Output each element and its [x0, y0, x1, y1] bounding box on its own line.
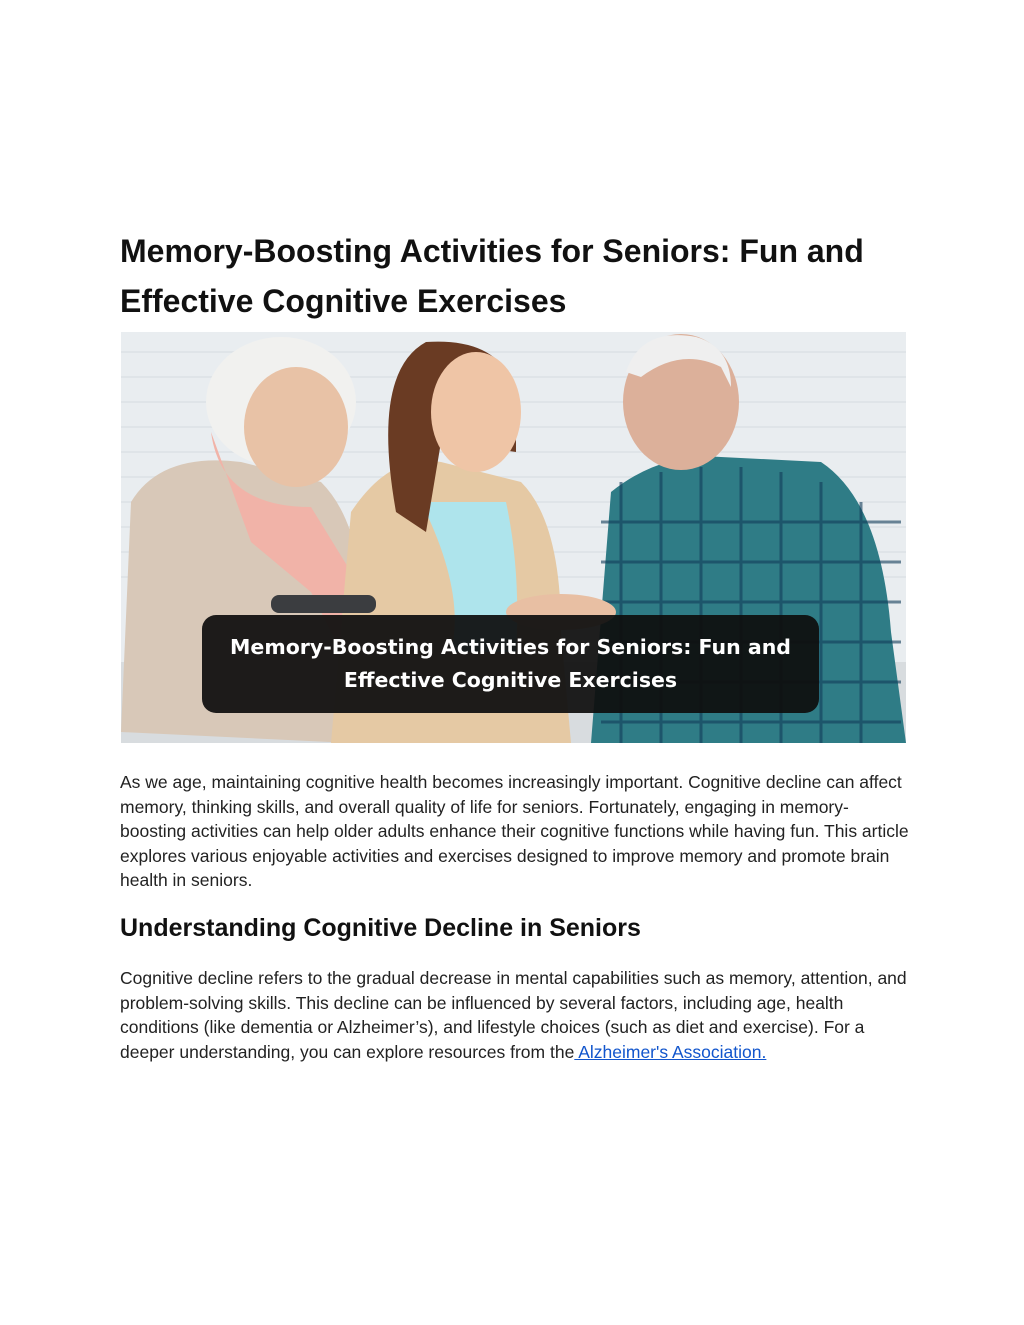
alzheimers-association-link[interactable]: Alzheimer's Association. [574, 1041, 767, 1062]
article-title: Memory-Boosting Activities for Seniors: Fun and Effective Cognitive Exercises [120, 233, 864, 319]
hero-caption-text: Memory-Boosting Activities for Seniors: Fun and Effective Cognitive Exercises [230, 635, 791, 692]
hero-caption-banner [202, 615, 819, 713]
section-paragraph [120, 966, 910, 1064]
hero-image [121, 332, 906, 743]
section-paragraph-text: Cognitive decline refers to the gradual decrease in mental capabilities such as memory, attention, and problem-solving skills. This decline can be influenced by several factors, including age, health conditions (like dementia or Alzheimer’s), and lifestyle choices (such as diet and exercise). For a deeper understanding, you can explore resources from the [120, 968, 907, 1062]
intro-paragraph: As we age, maintaining cognitive health becomes increasingly important. Cognitive decline can affect memory, thinking skills, and overall quality of life for seniors. Fortunately, engaging in memory-boosting activities can help older adults enhance their cognitive functions while having fun. This article explores various enjoyable activities and exercises designed to improve memory and promote brain health in seniors. [120, 772, 909, 890]
section-heading: Understanding Cognitive Decline in Seniors [120, 914, 641, 942]
